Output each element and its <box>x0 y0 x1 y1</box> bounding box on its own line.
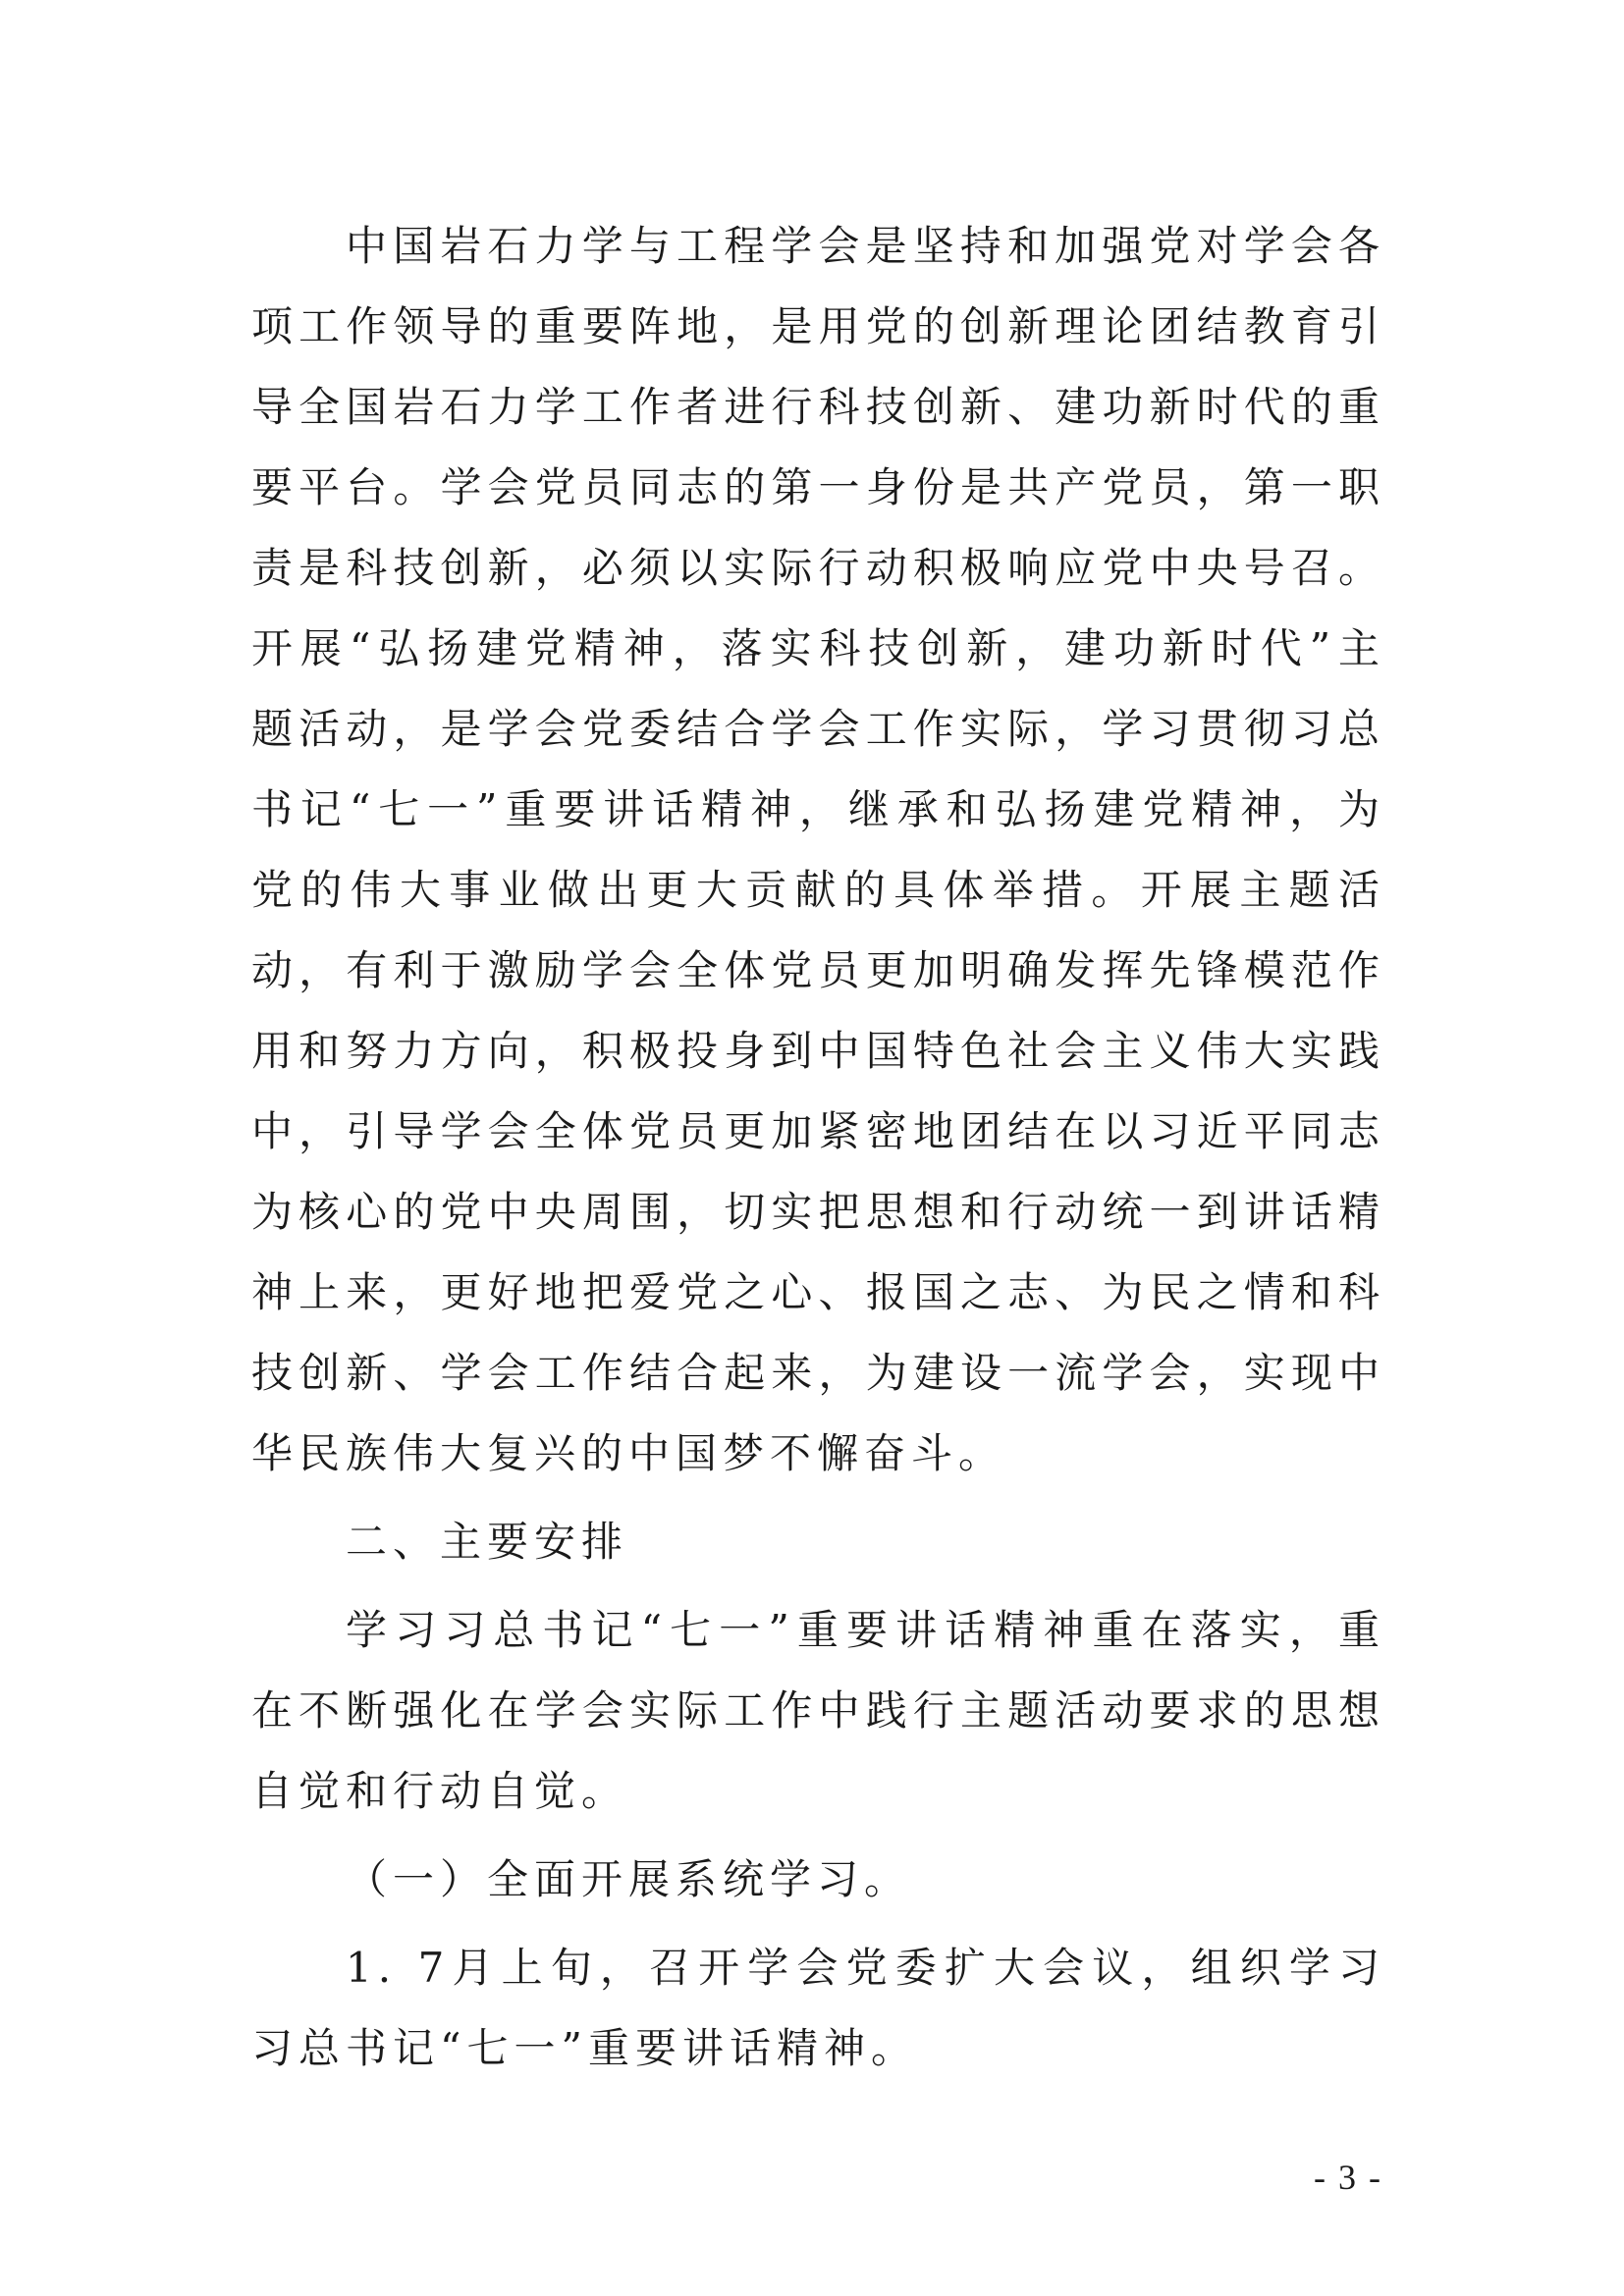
page-number: - 3 - <box>1314 2158 1382 2197</box>
document-body <box>251 206 1385 2089</box>
list-item-1: 1. 7月上旬，召开学会党委扩大会议，组织学习习总书记“七一”重要讲话精神。 <box>251 1944 1385 2072</box>
section-heading-main-arrangements: 二、主要安排 <box>346 1518 629 1566</box>
paragraph-purpose: 中国岩石力学与工程学会是坚持和加强党对学会各项工作领导的重要阵地，是用党的创新理论团结教育引导全国岩石力学工作者进行科技创新、建功新时代的重要平台。学会党员同志的第一身份是共产党员，第一职责是科技创新，必须以实际行动积极响应党中央号召。开展“弘扬建党精神，落实科技创新，建功新时代”主题活动，是学会党委结合学会工作实际，学习贯彻习总书记“七一”重要讲话精神，继承和弘扬建党精神，为党的伟大事业做出更大贡献的具体举措。开展主题活动，有利于激励学会全体党员更加明确发挥先锋模范作用和努力方向，积极投身到中国特色社会主义伟大实践中，引导学会全体党员更加紧密地团结在以习近平同志为核心的党中央周围，切实把思想和行动统一到讲话精神上来，更好地把爱党之心、报国之志、为民之情和科技创新、学会工作结合起来，为建设一流学会，实现中华民族伟大复兴的中国梦不懈奋斗。 <box>251 222 1385 1477</box>
subsection-heading-study: （一）全面开展系统学习。 <box>346 1855 912 1903</box>
paragraph-arrangements-intro: 学习习总书记“七一”重要讲话精神重在落实，重在不断强化在学会实际工作中践行主题活动要求的思想自觉和行动自觉。 <box>251 1606 1385 1815</box>
